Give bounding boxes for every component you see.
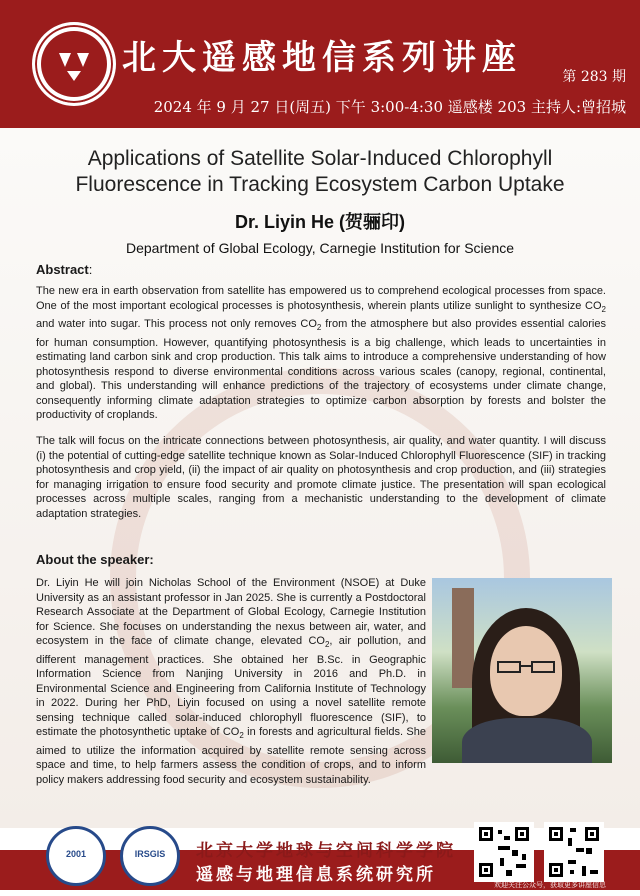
institute-name: 遥感与地理信息系统研究所 [196,865,436,885]
bio-c: in forests and agricultural fields. She aimed to utilize the information acquired by satellite remote sensing across space and time, to help farmers assess the condition of crops, and to inform policy makers addressing food security and ecosystem sustainability. [36,726,427,786]
abstract-p1-b: and water into sugar. This process not only removes CO [36,318,317,331]
talk-title-line2: Fluorescence in Tracking Ecosystem Carbon Uptake [75,173,565,196]
bio-a: Dr. Liyin He will join Nicholas School of the Environment (NSOE) at Duke University as an assistant professor in Jan 2025. She is currently a Postdoctoral Research Associate at the Department of Global Ecology, Carnegie Institution for Science. She focuses on understanding the nexus between air, water, and ecosystem in the face of climate change, elevated CO [36,577,426,647]
abstract-paragraph-1 [36,284,606,423]
abstract-heading [36,262,92,277]
speaker-name: Dr. Liyin He (贺骊印) [234,212,405,232]
speaker-affiliation: Department of Global Ecology, Carnegie Institution for Science [125,240,515,256]
co2-subscript: 2 [316,323,322,333]
co2-subscript: 2 [324,640,330,650]
series-title: 北大遥感地信系列讲座 [122,38,522,78]
abstract-heading-colon: : [88,262,93,277]
talk-title-line1: Applications of Satellite Solar-Induced Chlorophyll [87,147,553,170]
header-banner [0,0,640,128]
glasses-icon [494,660,558,674]
qr-code-icon [544,822,604,882]
school-seal [46,826,106,886]
logo-emblem [41,31,107,97]
abstract-heading-text: Abstract [36,262,89,277]
irsgis-seal [120,826,180,886]
logo-glyph-icon [55,47,93,83]
co2-subscript: 2 [601,304,606,314]
irsgis-seal-text: IRSGIS [134,849,166,859]
abstract-p1-c: from the atmosphere but also provides essential calories for human consumption. However, quantifying photosynthesis is a big challenge, which leads to uncertainties in estimating land carbon sink and crop production. This talk aims to introduce a comprehensive understanding of how photosynthesis respond to diverse environmental conditions across various scales (canopy, regional, continental, and global). This understanding will enhance predictions of the trajectory of ecosystems under climate change, consequently informing climate adaptation strategies to optimize carbon absorption by forests and bolster the productivity of croplands. [36,318,606,422]
school-seal-text: 2001 [65,849,87,859]
qr-code-icon [474,822,534,882]
talk-title [20,146,620,198]
co2-subscript: 2 [239,731,244,741]
bio-b: , air pollution, and different management practices. She obtained her B.Sc. in Geographic Information Science from Nanjing University in 2016 and Ph.D. in Environmental Science and Engineering from California Institute of Technology in 2022. During her PhD, Liyin focused on using a novel satellite remote sensing technique called solar-induced chlorophyll fluorescence (SIF), to estimate the photosynthetic uptake of CO [36,635,426,739]
school-name: 北京大学地球与空间科学学院 [196,841,456,861]
issue-number: 第 283 期 [562,69,626,85]
qr-caption: 欢迎关注公众号，获取更多讲座信息 [494,882,606,889]
photo-shirt [462,718,592,763]
event-info: 2024 年 9 月 27 日(周五) 下午 3:00-4:30 遥感楼 203 主持人:曾招城 [153,98,626,116]
photo-tower [452,588,474,688]
speaker-bio [36,576,426,787]
abstract-paragraph-2: The talk will focus on the intricate connections between photosynthesis, air quality, and water quantity. I will discuss (i) the potential of cutting-edge satellite technique known as Solar-Induced Chlorophyll Fluorescence (SIF) in tracking photosynthesis and crop yield, (ii) the impact of air quality on photosynthesis and crop production, and (iii) strategies for managing irrigation to ensure food security and promote climate justice. The presentation will span ecological processes across multiple scales, ranging from a mechanistic understanding to the development of climate adaptation strategies. [36,435,606,520]
event-info-bar [0,92,640,122]
abstract-p1-a: The new era in earth observation from satellite has empowered us to comprehend ecological processes from space. One of the most important ecological processes is photosynthesis, wherein plants utilize sunlight to synthesize CO [36,285,606,312]
speaker-photo [432,578,612,763]
about-speaker-heading: About the speaker: [36,552,154,567]
